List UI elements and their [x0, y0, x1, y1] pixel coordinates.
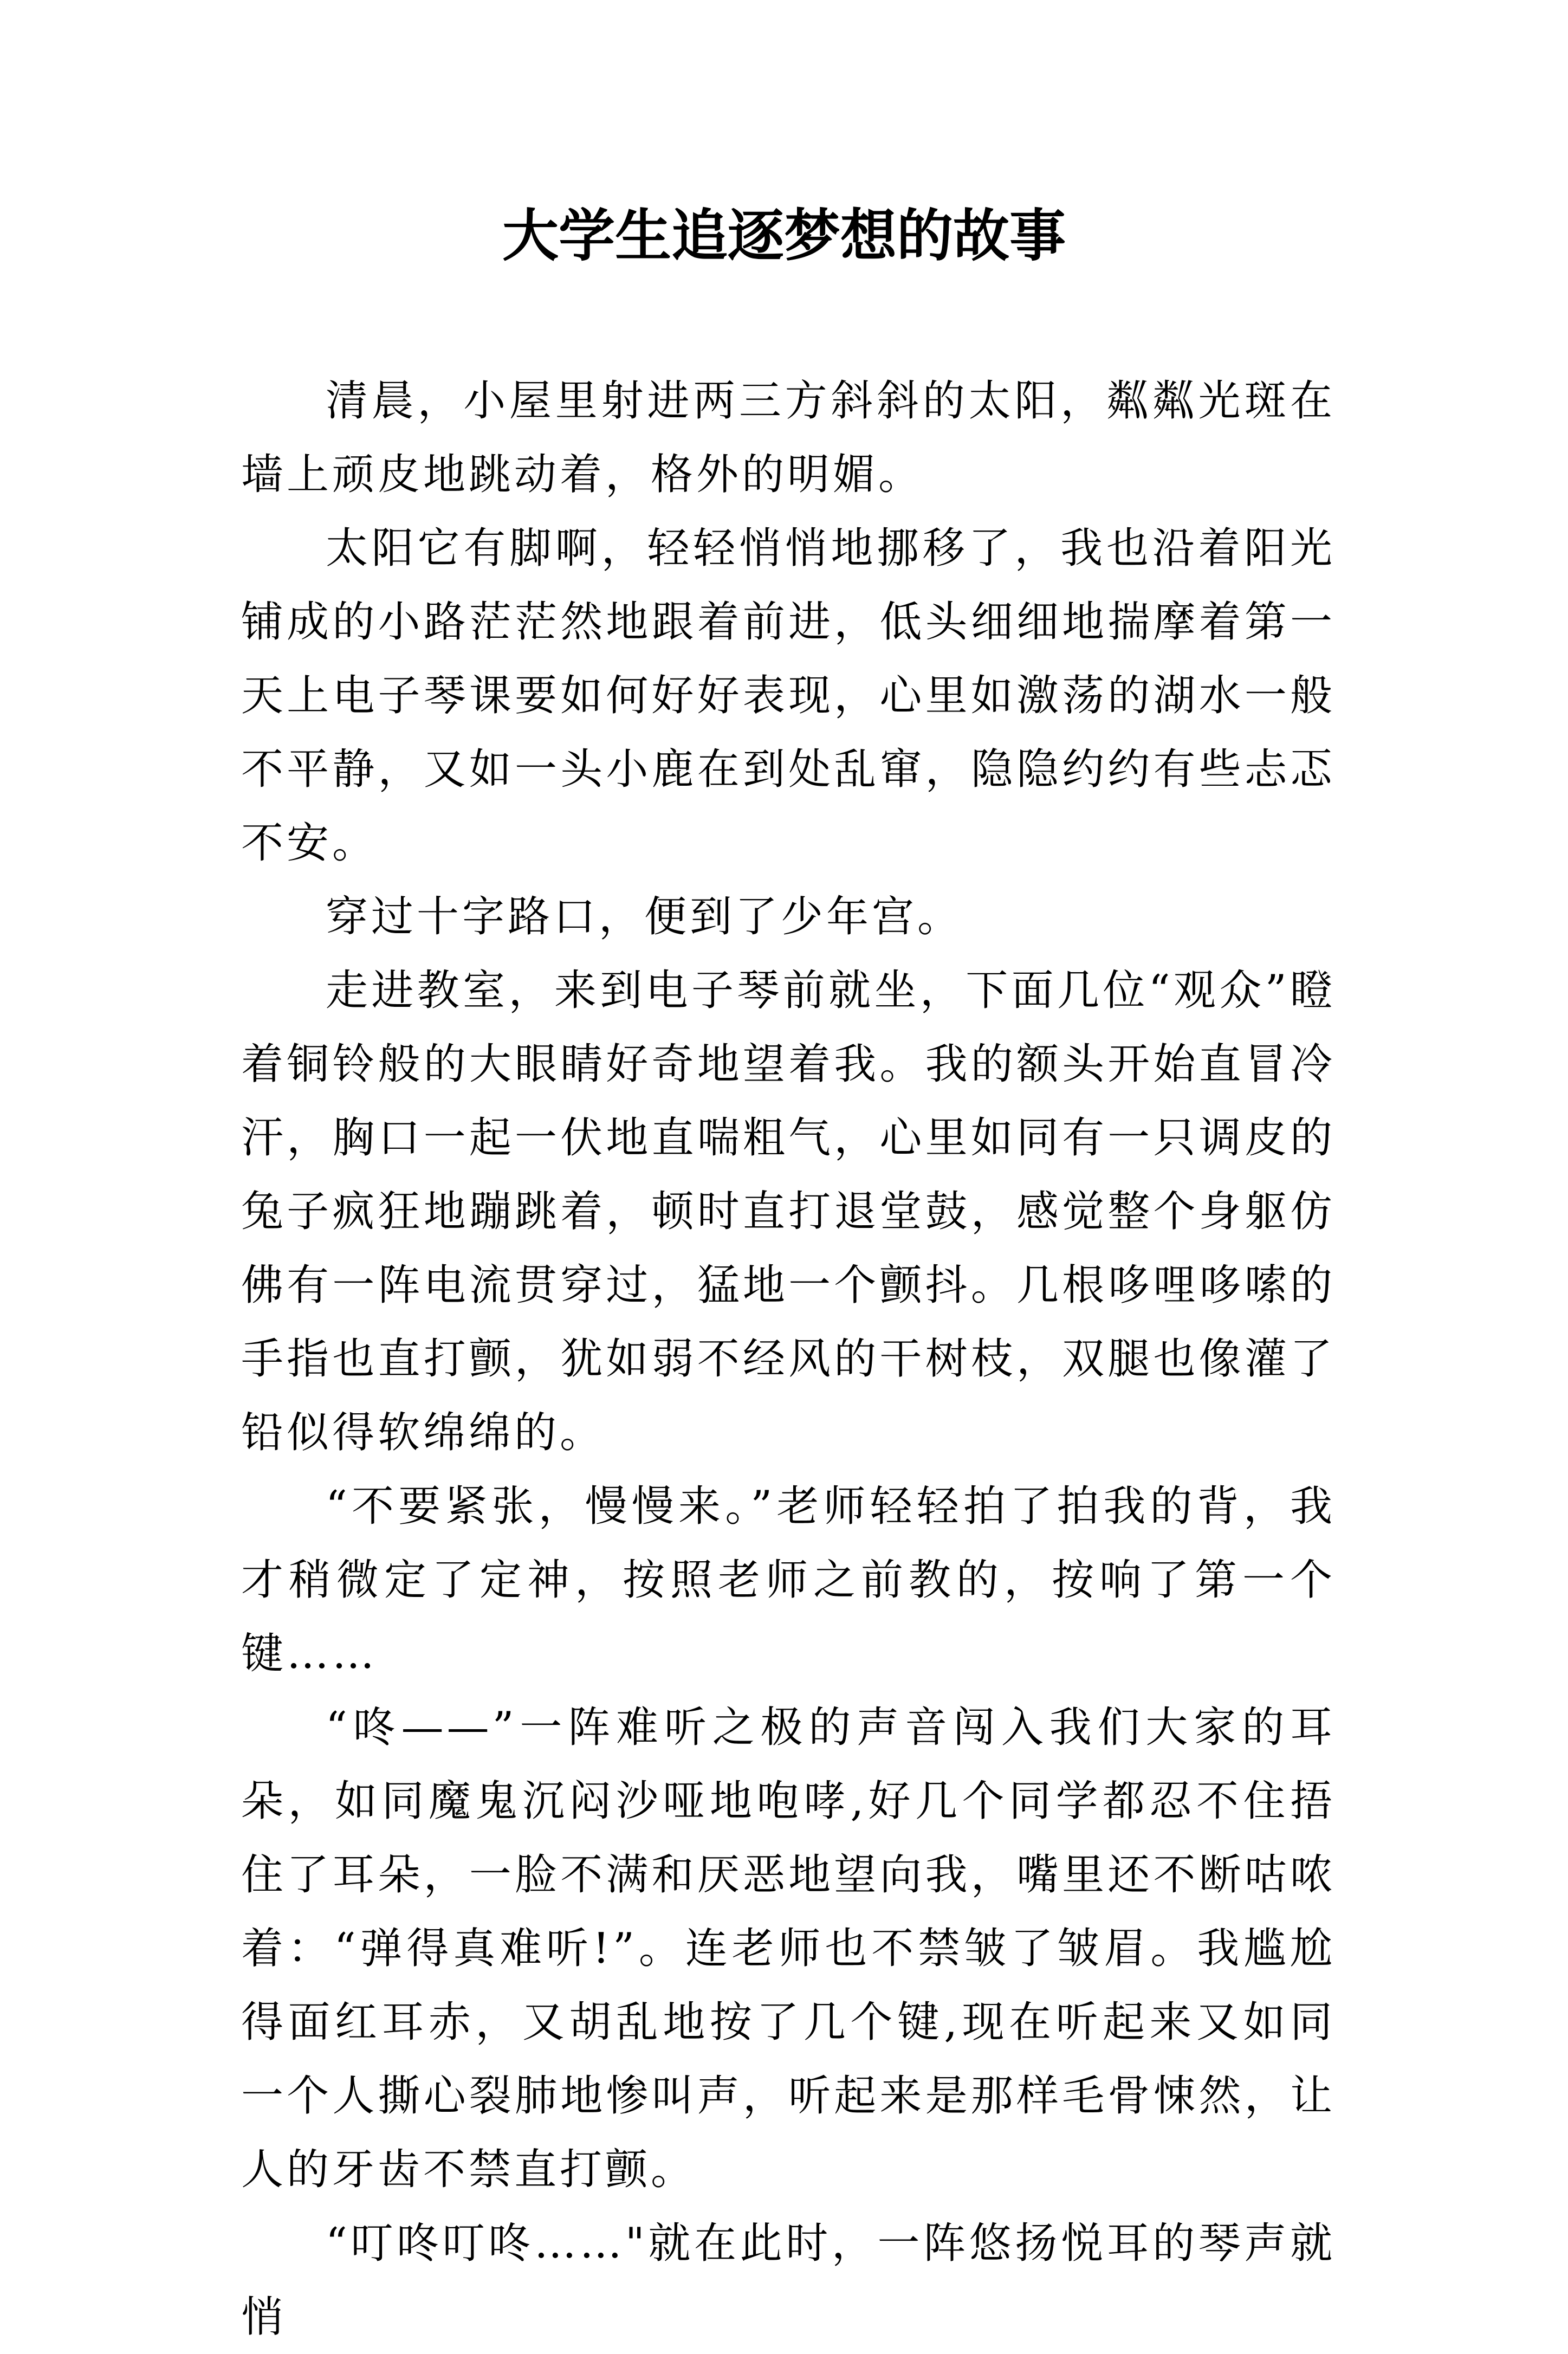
paragraph: 走进教室，来到电子琴前就坐，下面几位“观众”瞪着铜铃般的大眼睛好奇地望着我。我的额头开始直冒冷汗，胸口一起一伏地直喘粗气，心里如同有一只调皮的兔子疯狂地蹦跳着，顿时直打退堂鼓，感觉整个身躯仿佛有一阵电流贯穿过，猛地一个颤抖。几根哆哩哆嗦的手指也直打颤，犹如弱不经风的干树枝，双腿也像灌了铅似得软绵绵的。 [241, 966, 1336, 1457]
paragraph: “不要紧张，慢慢来。”老师轻轻拍了拍我的背，我才稍微定了定神，按照老师之前教的，按响了第一个键…… [241, 1482, 1336, 1678]
paragraph: 清晨，小屋里射进两三方斜斜的太阳，粼粼光斑在墙上顽皮地跳动着，格外的明媚。 [241, 377, 1336, 499]
paragraph: 穿过十字路口，便到了少年宫。 [326, 893, 963, 941]
paragraph: “叮咚叮咚……"就在此时，一阵悠扬悦耳的琴声就悄 [241, 2219, 1336, 2342]
document-title: 大学生追逐梦想的故事 [502, 202, 1066, 269]
paragraph: 太阳它有脚啊，轻轻悄悄地挪移了，我也沿着阳光铺成的小路茫茫然地跟着前进，低头细细地揣摩着第一天上电子琴课要如何好好表现，心里如激荡的湖水一般不平静，又如一头小鹿在到处乱窜，隐隐约约有些忐忑不安。 [241, 524, 1336, 868]
document-body [241, 364, 1336, 2354]
paragraph: “咚——”一阵难听之极的声音闯入我们大家的耳朵，如同魔鬼沉闷沙哑地咆哮,好几个同学都忍不住捂住了耳朵，一脸不满和厌恶地望向我，嘴里还不断咕哝着：“弹得真难听!”。连老师也不禁皱了皱眉。我尴尬得面红耳赤，又胡乱地按了几个键,现在听起来又如同一个人撕心裂肺地惨叫声，听起来是那样毛骨悚然，让人的牙齿不禁直打颤。 [241, 1703, 1336, 2194]
